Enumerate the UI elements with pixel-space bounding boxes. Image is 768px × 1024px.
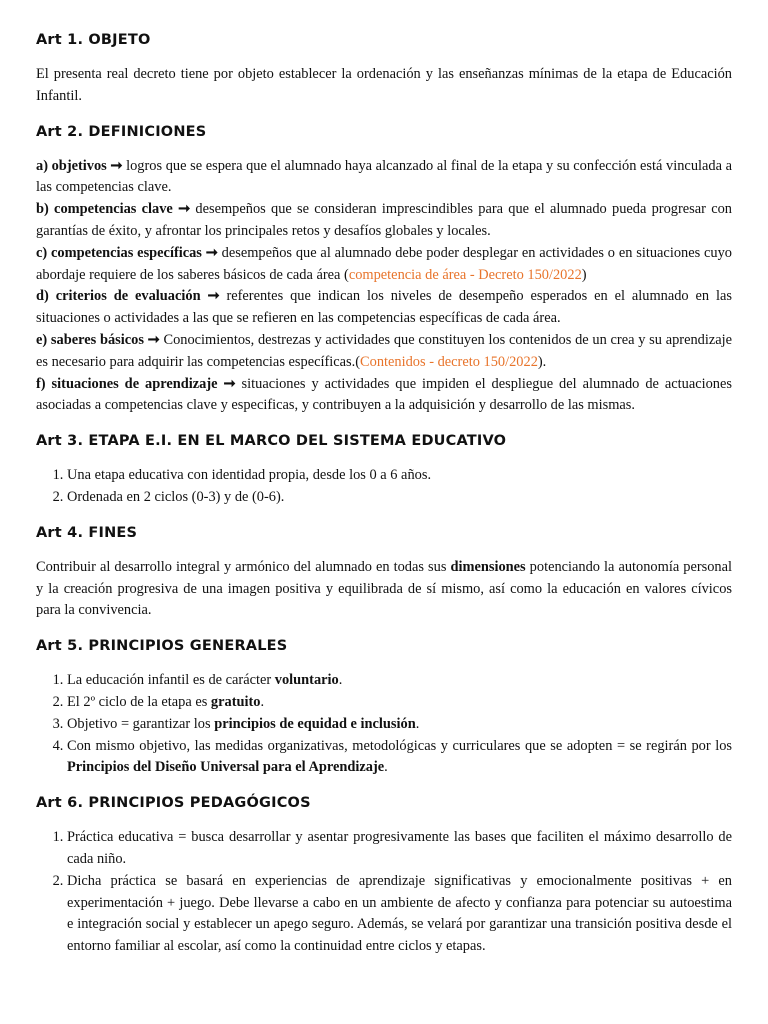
item-text: El 2º ciclo de la etapa es — [67, 693, 211, 710]
definition-text-end: ) — [581, 266, 587, 283]
art5-list — [36, 670, 732, 779]
definition-term: d) criterios de evaluación ➞ — [36, 288, 220, 305]
list-item: 2. Dicha práctica se basará en experiencias de aprendizaje significativas y emocionalmente positivas + en experimentación + juego. Debe llevarse a cabo en un ambiente de afecto y confianza para potenciar su autoestima e integración social y establecer un apego seguro. Además, se velará por garantizar una transición positiva desde el entorno familiar al escolar, así como la continuidad entre ciclos y etapas. — [67, 871, 732, 958]
item-text: Con mismo objetivo, las medidas organizativas, metodológicas y curriculares que se adopten = se regirán por los — [67, 737, 732, 754]
definition-term: b) competencias clave ➞ — [36, 201, 191, 218]
item-bold: voluntario — [274, 672, 339, 689]
definition-term: f) situaciones de aprendizaje ➞ — [36, 375, 236, 392]
decreto-link-competencia[interactable]: competencia de área - Decreto 150/2022 — [348, 266, 582, 283]
list-item: 1. Una etapa educativa con identidad propia, desde los 0 a 6 años. — [67, 465, 732, 487]
definition-competencias-clave — [36, 199, 732, 243]
art4-heading: Art 4. FINES — [36, 524, 138, 541]
list-item: 2. Ordenada en 2 ciclos (0-3) y de (0-6). — [67, 487, 732, 509]
item-text: Objetivo = garantizar los — [67, 715, 215, 732]
list-item: 1. Práctica educativa = busca desarrollar y asentar progresivamente las bases que faciliten el máximo desarrollo de cada niño. — [67, 827, 732, 871]
definition-situaciones — [36, 374, 732, 418]
item-text: La educación infantil es de carácter — [67, 672, 275, 689]
art2-heading: Art 2. DEFINICIONES — [36, 123, 207, 140]
art1-heading: Art 1. OBJETO — [36, 32, 151, 48]
art4-bold: dimensiones — [450, 558, 526, 575]
definition-text: situaciones y actividades que impiden el despliegue del alumnado de actuaciones asociadas a competencias clave y especificas, y contribuyen a la adquisición y desarrollo de las mismas. — [36, 375, 732, 414]
art5-heading: Art 5. PRINCIPIOS GENERALES — [36, 638, 288, 655]
definition-text: desempeños que se consideran imprescindibles para que el alumnado pueda progresar con garantías de éxito, y afrontar los principales retos y desafíos globales y locales. — [36, 201, 732, 239]
list-item — [67, 736, 732, 780]
item-bold: principios de equidad e inclusión — [214, 715, 416, 732]
item-end: . — [338, 672, 343, 689]
definition-criterios — [36, 286, 732, 330]
definition-text: Conocimientos, destrezas y actividades que constituyen los contenidos de un crea y su aprendizaje es necesario para adquirir las competencias específicas.( — [36, 331, 733, 370]
definition-term: a) objetivos ➞ — [36, 157, 123, 174]
definition-text: logros que se espera que el alumnado haya alcanzado al final de la etapa y su confección está vinculada a las competencias clave. — [36, 157, 732, 196]
item-bold: Principios del Diseño Universal para el Aprendizaje — [67, 759, 385, 776]
art1-text: El presenta real decreto tiene por objeto establecer la ordenación y las enseñanzas mínimas de la etapa de Educación Infantil. — [36, 66, 732, 104]
art4-text-end: potenciando la autonomía personal y la creación progresiva de una imagen positiva y equilibrada de sí mismo, así como la educación en valores cívicos para la convivencia. — [36, 558, 732, 619]
item-end: . — [384, 759, 388, 776]
art4-text — [36, 557, 732, 622]
definition-saberes-basicos — [36, 330, 732, 374]
item-bold: gratuito — [210, 693, 261, 710]
list-item — [67, 692, 732, 714]
definition-objetivos — [36, 156, 732, 200]
definitions-list — [36, 156, 732, 418]
definition-text: desempeños que al alumnado debe poder desplegar en actividades o en situaciones cuyo abordaje requiere de los saberes básicos de cada área ( — [36, 244, 733, 283]
definition-competencias-especificas — [36, 243, 732, 287]
definition-text: referentes que indican los niveles de desempeño esperados en el alumnado en las situaciones o actividades a las que se refieren en las competencias específicas de cada área. — [36, 288, 733, 327]
decreto-link-contenidos[interactable]: Contenidos - decreto 150/2022 — [360, 353, 538, 370]
art4-text-start: Contribuir al desarrollo integral y armónico del alumnado en todas sus — [36, 558, 451, 575]
art6-heading: Art 6. PRINCIPIOS PEDAGÓGICOS — [36, 795, 311, 812]
art3-heading: Art 3. ETAPA E.I. EN EL MARCO DEL SISTEMA EDUCATIVO — [36, 433, 507, 450]
item-end: . — [260, 693, 265, 710]
definition-term: e) saberes básicos ➞ — [36, 331, 160, 348]
art3-list — [36, 465, 732, 509]
definition-term: c) competencias específicas ➞ — [36, 244, 218, 261]
list-item — [67, 714, 732, 736]
list-item — [67, 670, 732, 692]
definition-text-end: ). — [537, 353, 547, 370]
item-end: . — [415, 715, 420, 732]
art6-list — [36, 827, 732, 958]
